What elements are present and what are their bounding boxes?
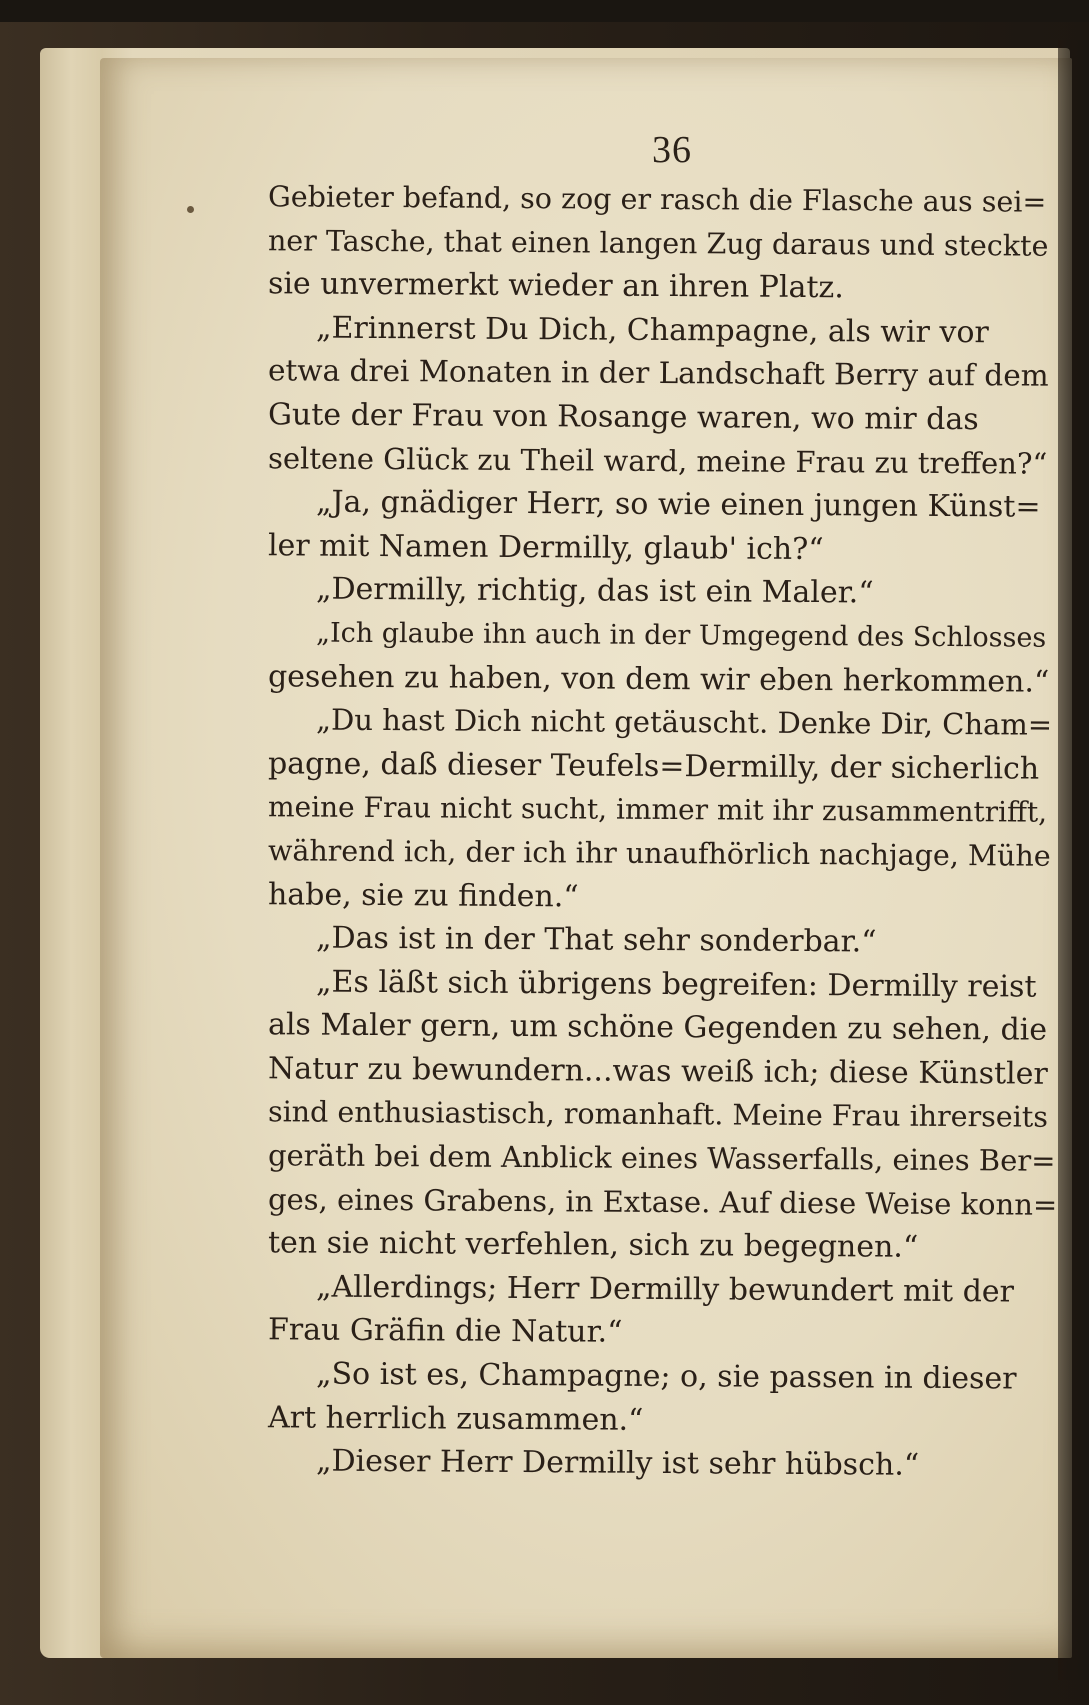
text-line: „Allerdings; Herr Dermilly bewundert mit der: [315, 1269, 1015, 1310]
text-line: ges, eines Grabens, in Extase. Auf diese Weise konn=: [267, 1181, 1058, 1222]
text-line: ten sie nicht verfehlen, sich zu begegnen.“: [267, 1225, 919, 1266]
text-line: Frau Gräfin die Natur.“: [267, 1312, 623, 1351]
text-line: „Das ist in der That sehr sonderbar.“: [315, 920, 877, 960]
page-edge-shadow: [1058, 40, 1089, 1680]
text-line: seltene Glück zu Theil ward, meine Frau zu treffen?“: [267, 440, 1048, 481]
text-line: geräth bei dem Anblick eines Wasserfalls, eines Ber=: [267, 1138, 1056, 1178]
body-text: [268, 178, 1058, 1486]
text-line: ner Tasche, that einen langen Zug daraus und steckte: [267, 223, 1049, 263]
page-number: 36: [652, 129, 692, 171]
ink-spot: [187, 206, 194, 213]
text-line: während ich, der ich ihr unaufhörlich nachjage, Mühe: [267, 834, 1051, 873]
text-line: „Dieser Herr Dermilly ist sehr hübsch.“: [315, 1443, 920, 1484]
text-line: „Du hast Dich nicht getäuscht. Denke Dir, Cham=: [315, 702, 1053, 742]
text-line: „Ja, gnädiger Herr, so wie einen jungen Künst=: [315, 484, 1041, 525]
text-line: Natur zu bewundern...was weiß ich; diese Künstler: [267, 1051, 1048, 1092]
text-line: „So ist es, Champagne; o, sie passen in dieser: [315, 1356, 1017, 1397]
text-line: „Erinnerst Du Dich, Champagne, als wir vor: [315, 310, 989, 351]
text-line: habe, sie zu finden.“: [267, 876, 579, 914]
text-line: meine Frau nicht sucht, immer mit ihr zusammentrifft,: [267, 790, 1048, 829]
text-line: „Dermilly, richtig, das ist ein Maler.“: [315, 571, 874, 611]
text-line: etwa drei Monaten in der Landschaft Berry auf dem: [267, 353, 1049, 394]
text-line: „Ich glaube ihn auch in der Umgegend des Schlosses: [315, 617, 1047, 654]
text-line: als Maler gern, um schöne Gegenden zu sehen, die: [267, 1007, 1048, 1048]
text-line: ler mit Namen Dermilly, glaub' ich?“: [267, 527, 824, 567]
text-line: sie unvermerkt wieder an ihren Platz.: [267, 266, 844, 306]
text-line: gesehen zu haben, von dem wir eben herkommen.“: [267, 658, 1050, 700]
text-line: Gebieter befand, so zog er rasch die Flasche aus sei=: [267, 180, 1047, 219]
text-line: pagne, daß dieser Teufels=Dermilly, der sicherlich: [267, 745, 1040, 787]
text-line: „Es läßt sich übrigens begreifen: Dermilly reist: [315, 964, 1037, 1005]
text-line: Gute der Frau von Rosange waren, wo mir das: [267, 397, 979, 438]
text-line: Art herrlich zusammen.“: [267, 1399, 644, 1438]
text-line: sind enthusiastisch, romanhaft. Meine Frau ihrerseits: [267, 1095, 1049, 1135]
